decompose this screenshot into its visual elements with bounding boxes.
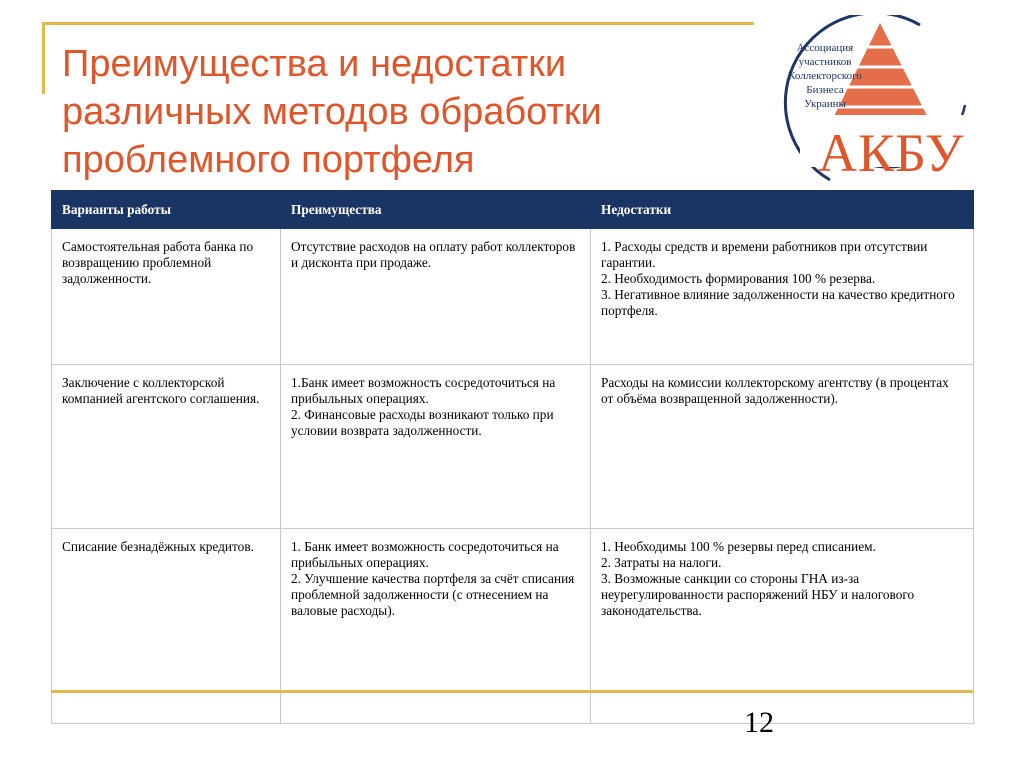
option-cell (52, 529, 281, 693)
slide-title (62, 40, 722, 184)
logo-abbreviation: АКБУ (818, 123, 965, 183)
empty-cell (281, 693, 591, 724)
cell-text: 3. Возможные санкции со стороны ГНА из-за неурегулированности распоряжений НБУ и налогового законодательства. (601, 571, 915, 618)
cell-text: Отсутствие расходов на оплату работ коллекторов и дисконта при продаже. (291, 239, 576, 270)
empty-cell (52, 693, 281, 724)
table-header-row (52, 191, 974, 229)
frame-left-rule (42, 22, 45, 94)
cell-text: 2. Улучшение качества портфеля за счёт списания проблемной задолженности (с отнесением на валовые расходы). (291, 571, 575, 618)
table-row (52, 529, 974, 693)
frame-top-rule (42, 22, 754, 25)
column-header-disadvantages: Недостатки (591, 191, 974, 229)
cell-text: 1. Необходимы 100 % резервы перед списанием. (601, 539, 876, 554)
methods-table (51, 190, 974, 724)
disadvantages-cell (591, 365, 974, 529)
logo-caption-line: Украины (804, 98, 846, 110)
disadvantages-cell (591, 229, 974, 365)
table-row (52, 229, 974, 365)
table-row (52, 365, 974, 529)
akbu-logo (760, 15, 975, 195)
advantages-cell (281, 365, 591, 529)
cell-text: 1. Банк имеет возможность сосредоточиться на прибыльных операциях. (291, 539, 559, 570)
bottom-gold-rule (51, 690, 973, 693)
column-header-advantages: Преимущества (281, 191, 591, 229)
title-line: различных методов обработки (62, 91, 602, 133)
table-row-empty (52, 693, 974, 724)
page-number: 12 (744, 706, 774, 739)
cell-text: 2. Финансовые расходы возникают только при условии возврата задолженности. (291, 407, 554, 438)
logo-caption-line: Бизнеса (806, 84, 844, 96)
logo-caption-line: Коллекторского (788, 70, 862, 82)
cell-text: 3. Негативное влияние задолженности на качество кредитного портфеля. (601, 287, 955, 318)
disadvantages-cell (591, 529, 974, 693)
logo-caption-line: Ассоциация (796, 42, 854, 54)
empty-cell (591, 693, 974, 724)
title-line: Преимущества и недостатки (62, 43, 567, 85)
cell-text: 2. Необходимость формирования 100 % резерва. (601, 271, 876, 286)
logo-caption (765, 41, 885, 111)
cell-text: Заключение с коллекторской компанией агентского соглашения. (62, 375, 260, 406)
option-cell (52, 229, 281, 365)
cell-text: 1.Банк имеет возможность сосредоточиться на прибыльных операциях. (291, 375, 556, 406)
advantages-cell (281, 229, 591, 365)
cell-text: Расходы на комиссии коллекторскому агентству (в процентах от объёма возвращенной задолженности). (601, 375, 949, 406)
option-cell (52, 365, 281, 529)
title-line: проблемного портфеля (62, 139, 475, 181)
cell-text: 2. Затраты на налоги. (601, 555, 722, 570)
cell-text: Самостоятельная работа банка по возвращению проблемной задолженности. (62, 239, 254, 286)
cell-text: 1. Расходы средств и времени работников при отсутствии гарантии. (601, 239, 928, 270)
advantages-cell (281, 529, 591, 693)
logo-caption-line: участников (798, 56, 852, 68)
cell-text: Списание безнадёжных кредитов. (62, 539, 254, 554)
column-header-options: Варианты работы (52, 191, 281, 229)
